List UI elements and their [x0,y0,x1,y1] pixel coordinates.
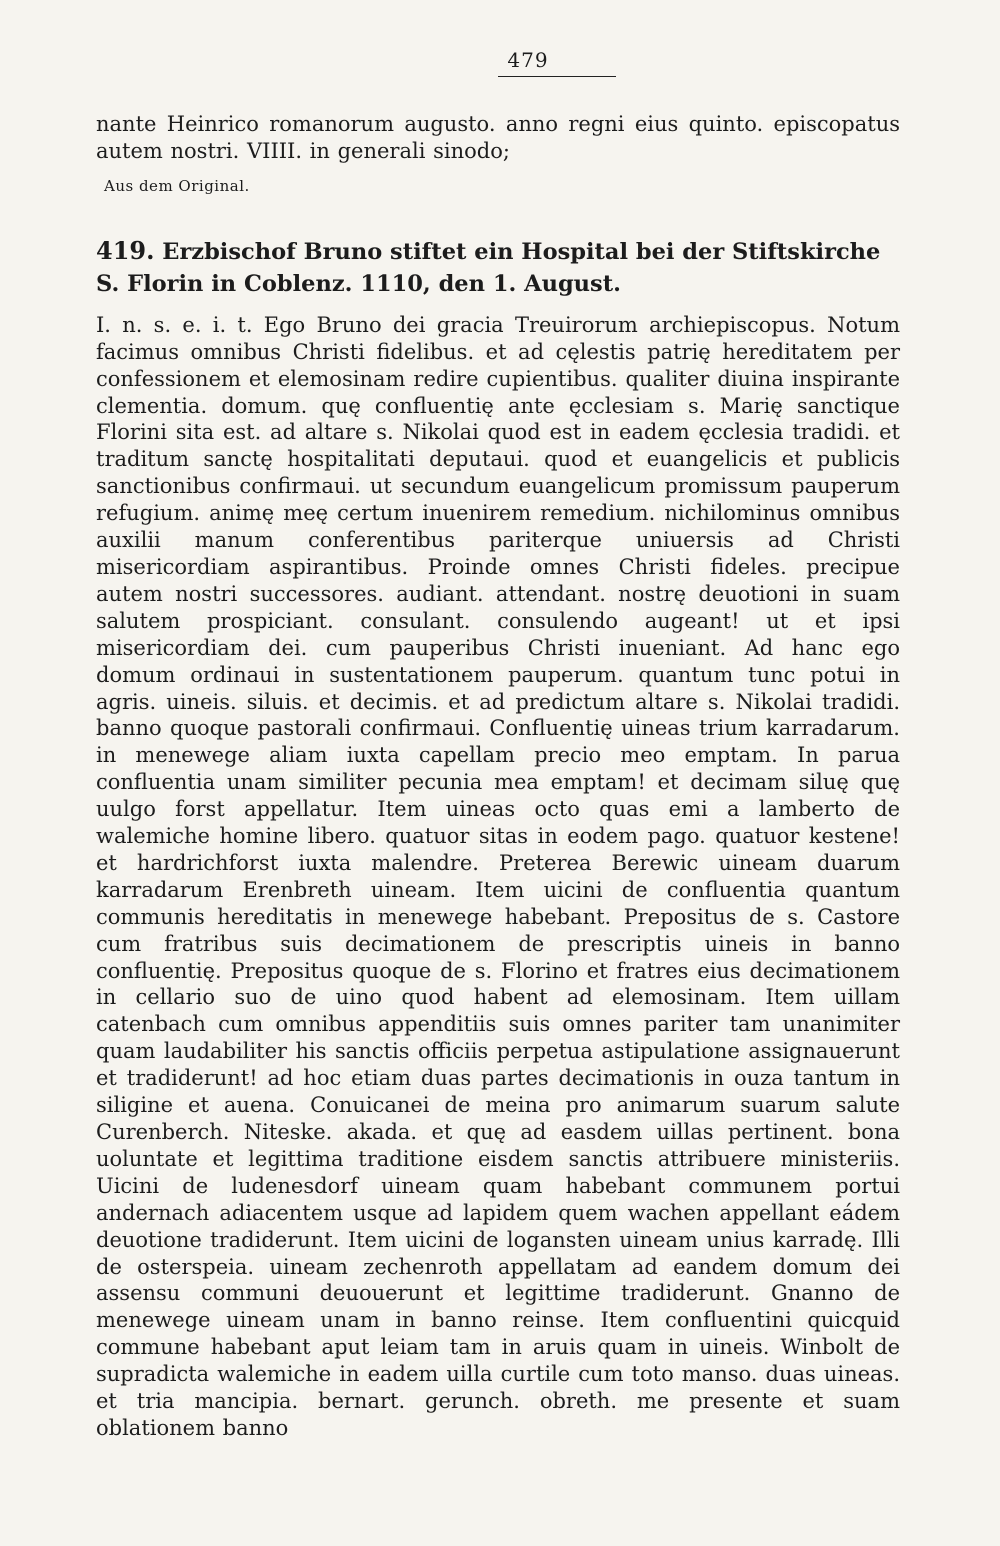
page-number-rule [498,76,616,77]
page-number: 479 [507,48,549,72]
document-number: 419. [96,235,155,265]
document-heading [96,235,900,300]
continuation-text: nante Heinrico romanorum augusto. anno regni eius quinto. episcopatus autem nostri. VIIII. in generali sinodo; [96,112,900,163]
source-note: Aus dem Original. [104,176,250,195]
document-body: I. n. s. e. i. t. Ego Bruno dei gracia Treuirorum archiepiscopus. Notum facimus omnibus Christi fidelibus. et ad cęlestis patrię hereditatem per confessionem et elemosinam redire cupientibus. qualiter diuina inspirante clementia. domum. quę confluentię ante ęcclesiam s. Marię sanctique Florini sita est. ad altare s. Nikolai quod est in eadem ęcclesia tradidi. et traditum sanctę hospitalitati deputaui. quod et euangelicis et publicis sanctionibus confirmaui. ut secundum euangelicum promissum pauperum refugium. animę meę certum inuenirem remedium. nichilominus omnibus auxilii manum conferentibus pariterque uniuersis ad Christi misericordiam aspirantibus. Proinde omnes Christi fideles. precipue autem nostri successores. audiant. attendant. nostrę deuotioni in suam salutem prospiciant. consulant. consulendo augeant! ut et ipsi misericordiam dei. cum pauperibus Christi inueniant. Ad hanc ego domum ordinaui in sustentationem pauperum. quantum tunc potui in agris. uineis. siluis. et decimis. et ad predictum altare s. Nikolai tradidi. banno quoque pastorali confirmaui. Confluentię uineas trium karradarum. in menewege aliam iuxta capellam precio meo emptam. In parua confluentia unam similiter pecunia mea emptam! et decimam siluę quę uulgo forst appellatur. Item uineas octo quas emi a lamberto de walemiche homine libero. quatuor sitas in eodem pago. quatuor kestene! et hardrichforst iuxta malendre. Preterea Berewic uineam duarum karradarum Erenbreth uineam. Item uicini de confluentia quantum communis hereditatis in menewege habebant. Prepositus de s. Castore cum fratribus suis decimationem de prescriptis uineis in banno confluentię. Prepositus quoque de s. Florino et fratres eius decimationem in cellario suo de uino quod habent ad elemosinam. Item uillam catenbach cum omnibus appenditiis suis omnes pariter tam unanimiter quam laudabiliter his sanctis officiis perpetua astipulatione assignauerunt et tradiderunt! ad hoc etiam duas partes decimationis in ouza tantum in siligine et auena. Conuicanei de meina pro animarum suarum salute Curenberch. Niteske. akada. et quę ad easdem uillas pertinent. bona uoluntate et legittima traditione eisdem sanctis attribuere ministeriis. Uicini de ludenesdorf uineam quam habebant communem portui andernach adiacentem usque ad lapidem quem wachen appellant eádem deuotione tradiderunt. Item uicini de logansten uineam unius karradę. Illi de osterspeia. uineam zechenroth appellatam ad eandem domum dei assensu communi deuouerunt et legittime tradiderunt. Gnanno de menewege uineam unam in banno reinse. Item confluentini quicquid commune habebant aput leiam tam in aruis quam in uineis. Winbolt de supradicta walemiche in eadem uilla curtile cum toto manso. duas uineas. et tria mancipia. bernart. gerunch. obreth. me presente et suam oblationem banno [96,312,900,1440]
document-title: Erzbischof Bruno stiftet ein Hospital bei der Stiftskirche S. Florin in Coblenz. 1110, den 1. August. [96,238,881,297]
